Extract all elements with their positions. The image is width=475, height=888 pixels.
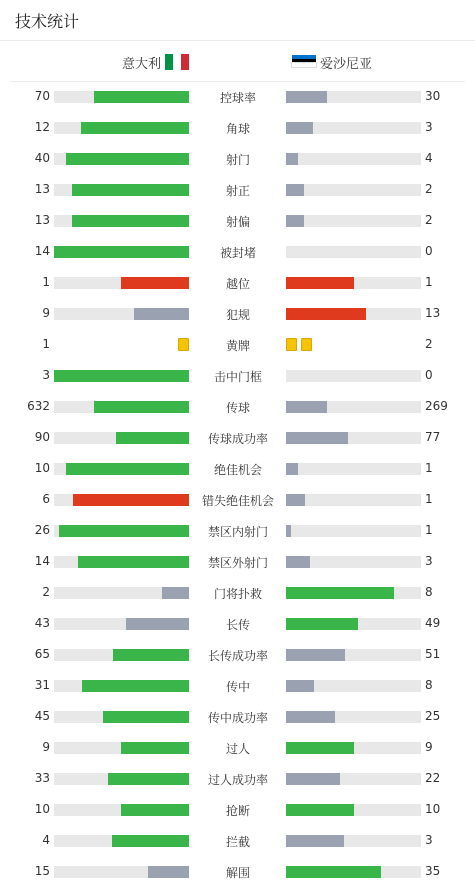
- home-stat-value: 13: [34, 213, 50, 227]
- away-stat-value: 30: [425, 89, 441, 103]
- home-stat-bar-fill: [113, 649, 189, 661]
- stat-row: [0, 453, 475, 484]
- away-stat-bar-fill: [286, 773, 340, 785]
- away-stat-bar-fill: [286, 463, 298, 475]
- away-stat-bar-fill: [286, 122, 313, 134]
- home-stat-bar-fill: [126, 618, 189, 630]
- home-stat-value: 13: [34, 182, 50, 196]
- away-stat-bar-fill: [286, 153, 298, 165]
- stat-row: [0, 546, 475, 577]
- away-stat-bar-fill: [286, 711, 335, 723]
- home-stat-bar-fill: [121, 277, 189, 289]
- stat-row: [0, 143, 475, 174]
- home-stat-value: 3: [42, 368, 50, 382]
- home-stat-value: 65: [34, 647, 50, 661]
- home-stat-bar: [54, 835, 189, 847]
- away-stat-value: 77: [425, 430, 441, 444]
- away-stat-value: 49: [425, 616, 441, 630]
- away-stat-value: 269: [425, 399, 448, 413]
- away-stat-value: 0: [425, 244, 433, 258]
- home-stat-bar: [54, 525, 189, 537]
- stat-row: [0, 112, 475, 143]
- away-stat-bar: [286, 401, 421, 413]
- stat-row: [0, 608, 475, 639]
- italy-flag-icon: [165, 54, 189, 70]
- away-stat-bar-fill: [286, 804, 354, 816]
- home-stat-value: 15: [34, 864, 50, 878]
- away-stat-value: 8: [425, 678, 433, 692]
- home-stat-value: 10: [34, 802, 50, 816]
- stat-row: [0, 701, 475, 732]
- away-stat-bar: [286, 556, 421, 568]
- home-stat-bar-fill: [121, 742, 189, 754]
- teams-header: [10, 41, 465, 82]
- stat-label: 禁区外射门: [207, 556, 268, 570]
- home-stat-value: 4: [42, 833, 50, 847]
- home-stat-value: 26: [34, 523, 50, 537]
- away-stat-bar: [286, 153, 421, 165]
- home-stat-bar-fill: [72, 215, 189, 227]
- home-stat-bar: [54, 463, 189, 475]
- away-stat-bar-fill: [286, 277, 354, 289]
- away-stat-value: 3: [425, 554, 433, 568]
- home-stat-value: 14: [34, 554, 50, 568]
- away-stat-bar: [286, 370, 421, 382]
- stat-label: 越位: [225, 277, 250, 291]
- away-stat-value: 3: [425, 833, 433, 847]
- stat-label: 犯规: [225, 308, 250, 322]
- stat-row: [0, 267, 475, 298]
- stat-row: [0, 422, 475, 453]
- page-header: [0, 0, 475, 41]
- away-stat-value: 2: [425, 182, 433, 196]
- away-stat-value: 4: [425, 151, 433, 165]
- away-stat-bar: [286, 742, 421, 754]
- home-stat-bar-fill: [148, 866, 189, 878]
- home-stat-value: 10: [34, 461, 50, 475]
- away-stat-value: 35: [425, 864, 441, 878]
- home-stat-bar-fill: [94, 401, 189, 413]
- away-stat-bar-fill: [286, 184, 304, 196]
- home-stat-value: 31: [34, 678, 50, 692]
- home-stat-bar: [54, 680, 189, 692]
- away-stat-bar: [286, 494, 421, 506]
- home-stat-bar-fill: [116, 432, 189, 444]
- stat-row: [0, 794, 475, 825]
- stat-row: [0, 639, 475, 670]
- home-stat-bar: [54, 866, 189, 878]
- home-stat-bar-fill: [134, 308, 189, 320]
- stat-label: 长传成功率: [207, 649, 268, 663]
- stat-label: 控球率: [219, 91, 256, 105]
- home-stat-value: 2: [42, 585, 50, 599]
- stat-row: [0, 298, 475, 329]
- away-stat-bar-fill: [286, 866, 381, 878]
- stat-label: 射门: [225, 153, 250, 167]
- away-stat-bar-fill: [286, 680, 314, 692]
- away-stat-bar-fill: [286, 556, 310, 568]
- home-stat-bar: [54, 246, 189, 258]
- stat-label: 角球: [225, 122, 250, 136]
- away-stat-value: 9: [425, 740, 433, 754]
- stat-label: 传球成功率: [207, 432, 268, 446]
- stat-label: 传中成功率: [207, 711, 268, 725]
- away-stat-value: 2: [425, 337, 433, 351]
- home-stat-value: 1: [42, 275, 50, 289]
- home-stat-value: 90: [34, 430, 50, 444]
- home-stat-bar: [54, 587, 189, 599]
- away-stat-bar: [286, 122, 421, 134]
- away-stat-bar: [286, 277, 421, 289]
- away-stat-bar: [286, 587, 421, 599]
- away-stat-bar: [286, 773, 421, 785]
- home-stat-bar: [54, 215, 189, 227]
- stat-row: [0, 732, 475, 763]
- stat-row: [0, 825, 475, 856]
- home-stat-value: 14: [34, 244, 50, 258]
- away-stat-bar: [286, 618, 421, 630]
- stats-list: [0, 81, 475, 887]
- stat-row: [0, 856, 475, 887]
- page-title: 技术统计: [15, 12, 80, 31]
- away-stat-bar: [286, 184, 421, 196]
- stat-row: [0, 391, 475, 422]
- estonia-flag-icon: [292, 55, 316, 67]
- away-team-name: 爱沙尼亚: [320, 56, 373, 72]
- stat-label: 抢断: [225, 804, 250, 818]
- away-stat-value: 25: [425, 709, 441, 723]
- home-stat-bar-fill: [81, 122, 189, 134]
- home-stat-bar-fill: [78, 556, 189, 568]
- home-stat-bar-fill: [112, 835, 189, 847]
- home-stat-value: 6: [42, 492, 50, 506]
- home-stat-bar-fill: [82, 680, 189, 692]
- home-stat-value: 43: [34, 616, 50, 630]
- away-stat-bar: [286, 215, 421, 227]
- away-stat-bar: [286, 246, 421, 258]
- home-stat-bar-fill: [108, 773, 189, 785]
- away-stat-bar: [286, 804, 421, 816]
- away-stat-bar: [286, 866, 421, 878]
- stat-label: 拦截: [225, 835, 250, 849]
- away-stat-bar-fill: [286, 308, 366, 320]
- stat-label: 传中: [225, 680, 250, 694]
- home-stat-value: 9: [42, 306, 50, 320]
- away-stat-value: 1: [425, 275, 433, 289]
- stat-label: 射偏: [225, 215, 250, 229]
- stat-label: 绝佳机会: [213, 463, 262, 477]
- away-stat-value: 0: [425, 368, 433, 382]
- away-stat-bar-fill: [286, 835, 344, 847]
- away-stat-bar: [286, 308, 421, 320]
- home-stat-bar-fill: [94, 91, 189, 103]
- away-yellow-cards: [286, 338, 312, 352]
- yellow-card-icon: [301, 338, 312, 351]
- away-stat-bar-fill: [286, 401, 327, 413]
- home-stat-value: 1: [42, 337, 50, 351]
- away-stat-value: 1: [425, 461, 433, 475]
- stat-label: 门将扑救: [213, 587, 262, 601]
- home-stat-bar: [54, 773, 189, 785]
- stat-label: 禁区内射门: [207, 525, 268, 539]
- home-stat-bar: [54, 370, 189, 382]
- home-stat-value: 12: [34, 120, 50, 134]
- stat-row: [0, 670, 475, 701]
- home-stat-bar-fill: [59, 525, 189, 537]
- stat-label: 过人: [225, 742, 250, 756]
- home-stat-bar: [54, 401, 189, 413]
- away-stat-bar-fill: [286, 215, 304, 227]
- away-stat-bar: [286, 91, 421, 103]
- away-stat-bar: [286, 649, 421, 661]
- stat-row: [0, 577, 475, 608]
- away-stat-value: 1: [425, 492, 433, 506]
- away-stat-bar: [286, 680, 421, 692]
- away-stat-value: 3: [425, 120, 433, 134]
- away-stat-bar-fill: [286, 525, 291, 537]
- away-stat-value: 51: [425, 647, 441, 661]
- yellow-card-icon: [178, 338, 189, 351]
- away-stat-bar-fill: [286, 587, 394, 599]
- home-stat-bar-fill: [73, 494, 189, 506]
- stat-row: [0, 205, 475, 236]
- home-stat-bar: [54, 494, 189, 506]
- home-stat-value: 632: [27, 399, 50, 413]
- home-stat-bar-fill: [103, 711, 189, 723]
- home-stat-value: 45: [34, 709, 50, 723]
- yellow-card-icon: [286, 338, 297, 351]
- home-stat-bar: [54, 184, 189, 196]
- stat-label: 击中门框: [213, 370, 262, 384]
- stat-row: [0, 484, 475, 515]
- home-stat-value: 33: [34, 771, 50, 785]
- stat-row: [0, 81, 475, 112]
- away-stat-value: 8: [425, 585, 433, 599]
- home-stat-bar: [54, 122, 189, 134]
- stat-row: [0, 763, 475, 794]
- away-stat-bar: [286, 432, 421, 444]
- home-stat-bar: [54, 308, 189, 320]
- home-stat-bar: [54, 804, 189, 816]
- away-stat-bar: [286, 711, 421, 723]
- home-stat-bar-fill: [66, 153, 189, 165]
- stat-row: [0, 174, 475, 205]
- away-stat-value: 13: [425, 306, 441, 320]
- away-stat-bar-fill: [286, 618, 358, 630]
- away-team[interactable]: [292, 53, 372, 71]
- stat-label: 被封堵: [219, 246, 256, 260]
- home-stat-bar: [54, 618, 189, 630]
- home-stat-value: 40: [34, 151, 50, 165]
- stat-label: 解围: [225, 866, 250, 880]
- home-stat-bar-fill: [162, 587, 189, 599]
- stat-row: [0, 236, 475, 267]
- away-stat-bar: [286, 463, 421, 475]
- stat-label: 传球: [225, 401, 250, 415]
- away-stat-value: 2: [425, 213, 433, 227]
- home-stat-bar: [54, 556, 189, 568]
- home-stat-bar: [54, 91, 189, 103]
- home-stat-value: 9: [42, 740, 50, 754]
- away-stat-bar-fill: [286, 742, 354, 754]
- away-stat-value: 10: [425, 802, 441, 816]
- home-stat-bar: [54, 277, 189, 289]
- away-stat-bar: [286, 525, 421, 537]
- stat-label: 射正: [225, 184, 250, 198]
- home-stat-bar: [54, 742, 189, 754]
- home-stat-bar: [54, 153, 189, 165]
- home-stat-bar-fill: [66, 463, 189, 475]
- away-stat-bar: [286, 835, 421, 847]
- away-stat-value: 1: [425, 523, 433, 537]
- home-stat-bar-fill: [54, 370, 189, 382]
- stat-label: 过人成功率: [207, 773, 268, 787]
- away-stat-value: 22: [425, 771, 441, 785]
- home-stat-bar-fill: [72, 184, 189, 196]
- home-stat-bar-fill: [54, 246, 189, 258]
- home-stat-bar: [54, 649, 189, 661]
- stat-label: 错失绝佳机会: [201, 494, 274, 508]
- stat-row: [0, 515, 475, 546]
- home-stat-value: 70: [34, 89, 50, 103]
- stat-row: [0, 360, 475, 391]
- home-stat-bar: [54, 432, 189, 444]
- home-stat-bar-fill: [121, 804, 189, 816]
- stat-row: [0, 329, 475, 360]
- stat-label: 长传: [225, 618, 250, 632]
- home-yellow-cards: [178, 338, 189, 352]
- away-stat-bar-fill: [286, 91, 327, 103]
- away-stat-bar-fill: [286, 432, 348, 444]
- home-team-name: 意大利: [121, 56, 161, 72]
- home-stat-bar: [54, 711, 189, 723]
- stat-label: 黄牌: [225, 339, 250, 353]
- away-stat-bar-fill: [286, 494, 305, 506]
- home-team[interactable]: [122, 53, 189, 71]
- away-stat-bar-fill: [286, 649, 345, 661]
